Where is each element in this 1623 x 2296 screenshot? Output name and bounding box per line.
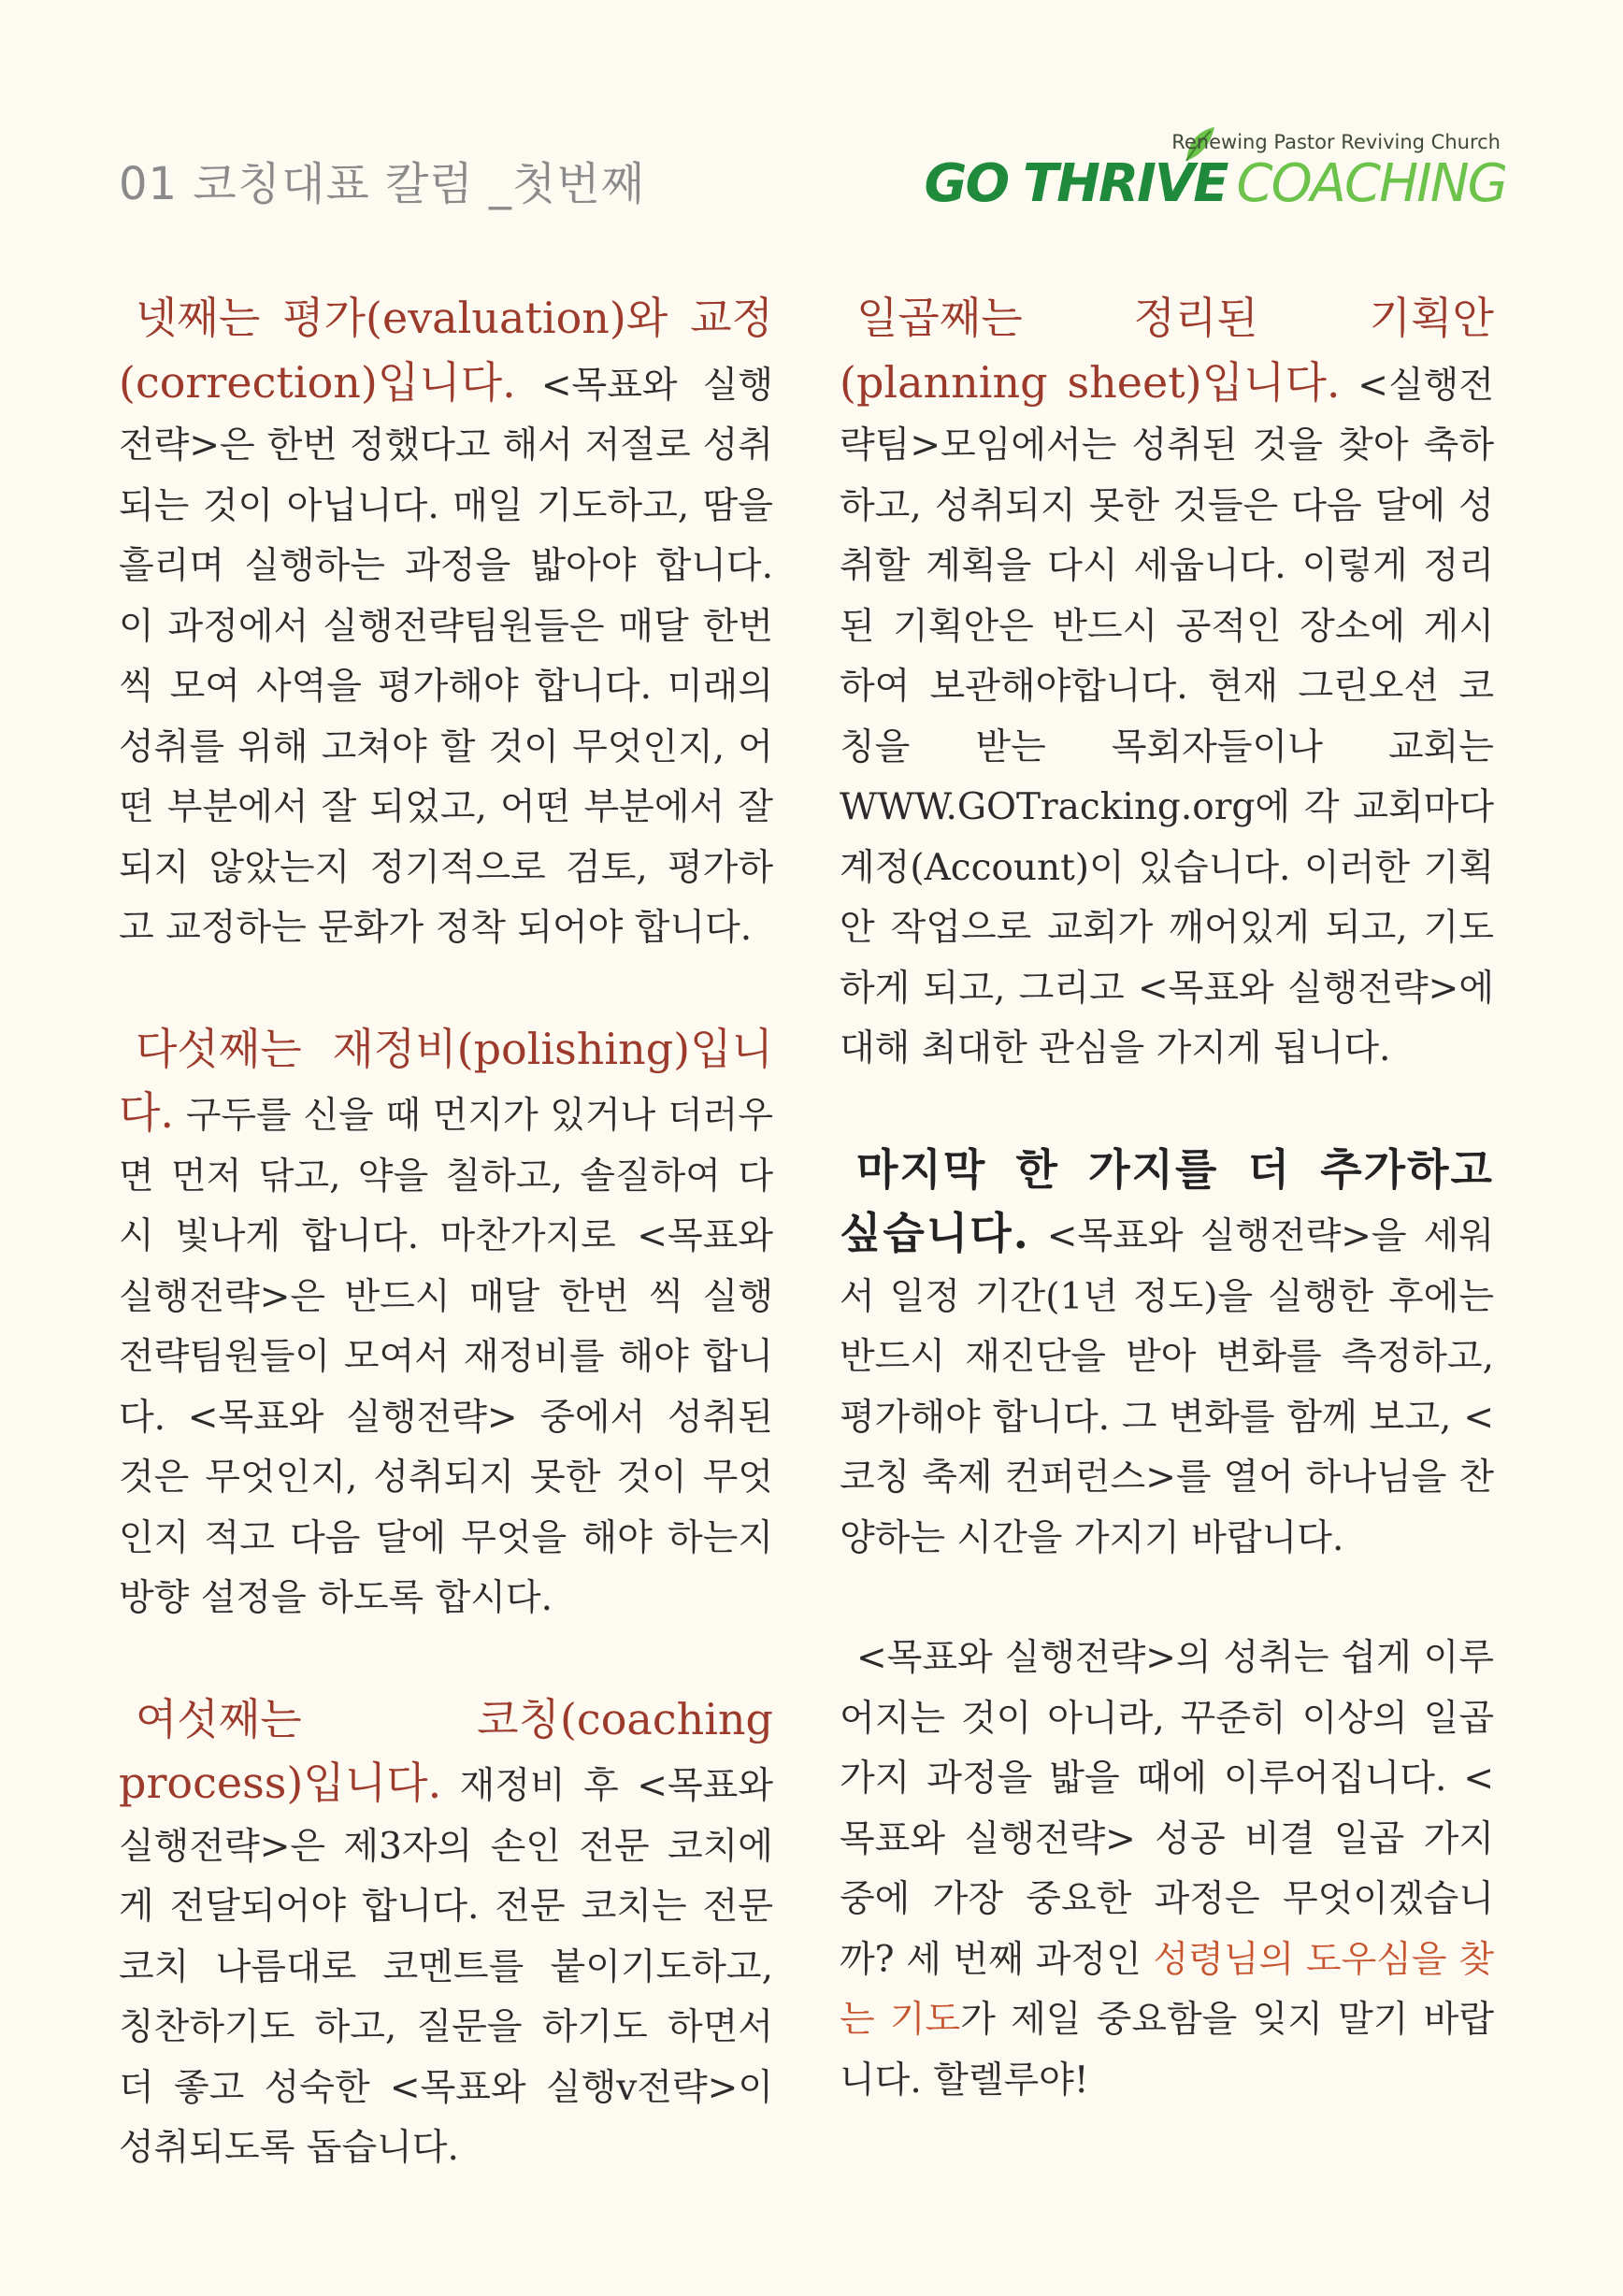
paragraph-body-before: <목표와 실행전략>의 성취는 쉽게 이루어지는 것이 아니라, 꾸준히 이상의 일곱가지 과정을 밟을 때에 이루어집니다. <목표와 실행전략> 성공 비결 일곱 가지 중에 가장 중요한 과정은 무엇이겠습니까? 세 번째 과정인 [840,1637,1494,1981]
paragraph-polishing [119,1019,773,1629]
paragraph-lead: 여섯째는 코칭(coaching process)입니다. [119,1693,773,1808]
paragraph-conclusion [840,1629,1494,2111]
left-column [119,288,773,2239]
paragraph-body-after: 가 제일 중요함을 잊지 말기 바랍니다. 할렐루야! [840,1999,1495,2102]
paragraph-body: <실행전략팀>모임에서는 성취된 것을 찾아 축하하고, 성취되지 못한 것들은 다음 달에 성취할 계획을 다시 세웁니다. 이렇게 정리된 기획안은 반드시 공적인 장소에 게시하여 보관해야합니다. 현재 그린오션 코칭을 받는 목회자들이나 교회는 WWW.GOTracking.org에 각 교회마다 계정(Account)이 있습니다. 이러한 기획안 작업으로 교회가 깨어있게 되고, 기도하게 되고, 그리고 <목표와 실행전략>에 대해 최대한 관심을 가지게 됩니다. [840,364,1494,1069]
paragraph-final-addition [840,1140,1494,1570]
paragraph-evaluation [119,288,773,959]
paragraph-lead: 마지막 한 가지를 더 추가하고 싶습니다. [840,1143,1494,1258]
paragraph-body: 재정비 후 <목표와 실행전략>은 제3자의 손인 전문 코치에게 전달되어야 합니다. 전문 코치는 전문 코치 나름대로 코멘트를 붙이기도하고, 칭찬하기도 하고, 질문을 하기도 하면서 더 좋고 성숙한 <목표와 실행v전략>이 성취되도록 돕습니다. [119,1765,773,2169]
paragraph-lead: 일곱째는 정리된 기획안(planning sheet)입니다. [840,293,1494,408]
paragraph-body: 구두를 신을 때 먼지가 있거나 더러우면 먼저 닦고, 약을 칠하고, 솔질하여 다시 빛나게 합니다. 마찬가지로 <목표와 실행전략>은 반드시 매달 한번 씩 실행 전략팀원들이 모여서 재정비를 해야 합니다. <목표와 실행전략> 중에서 성취된 것은 무엇인지, 성취되지 못한 것이 무엇인지 적고 다음 달에 무엇을 해야 하는지 방향 설정을 하도록 합시다. [119,1095,773,1619]
page-header [119,131,1506,224]
paragraph-body: <목표와 실행전략>은 한번 정했다고 해서 저절로 성취되는 것이 아닙니다. 매일 기도하고, 땀을 흘리며 실행하는 과정을 밟아야 합니다. 이 과정에서 실행전략팀원들은 매달 한번 씩 모여 사역을 평가해야 합니다. 미래의 성취를 위해 고쳐야 할 것이 무엇인지, 어떤 부분에서 잘 되었고, 어떤 부분에서 잘 되지 않았는지 정기적으로 검토, 평가하고 교정하는 문화가 정착 되어야 합니다. [119,364,773,949]
paragraph-lead: 넷째는 평가(evaluation)와 교정(correction)입니다. [119,293,773,408]
highlighted-phrase: 성령님의 도우심을 찾는 기도 [840,1938,1494,2041]
right-column [840,288,1494,2171]
logo-wordmark [924,153,1506,214]
section-title: 01 코칭대표 칼럼 _첫번째 [119,158,646,210]
logo-tagline: Renewing Pastor Reviving Church [1171,131,1501,153]
logo-go: GO [924,153,1009,214]
paragraph-lead: 다섯째는 재정비(polishing)입니다. [119,1023,773,1138]
logo-thrive: THRIVE [1022,153,1228,214]
paragraph-coaching [119,1689,773,2179]
paragraph-body: <목표와 실행전략>을 세워서 일정 기간(1년 정도)을 실행한 후에는 반드시 재진단을 받아 변화를 측정하고, 평가해야 합니다. 그 변화를 함께 보고, <코칭 축제 컨퍼런스>를 열어 하나님을 찬양하는 시간을 가지기 바랍니다. [840,1215,1494,1559]
logo-coaching: COACHING [1236,153,1506,214]
paragraph-planning-sheet [840,288,1494,1080]
go-thrive-coaching-logo [924,131,1506,224]
